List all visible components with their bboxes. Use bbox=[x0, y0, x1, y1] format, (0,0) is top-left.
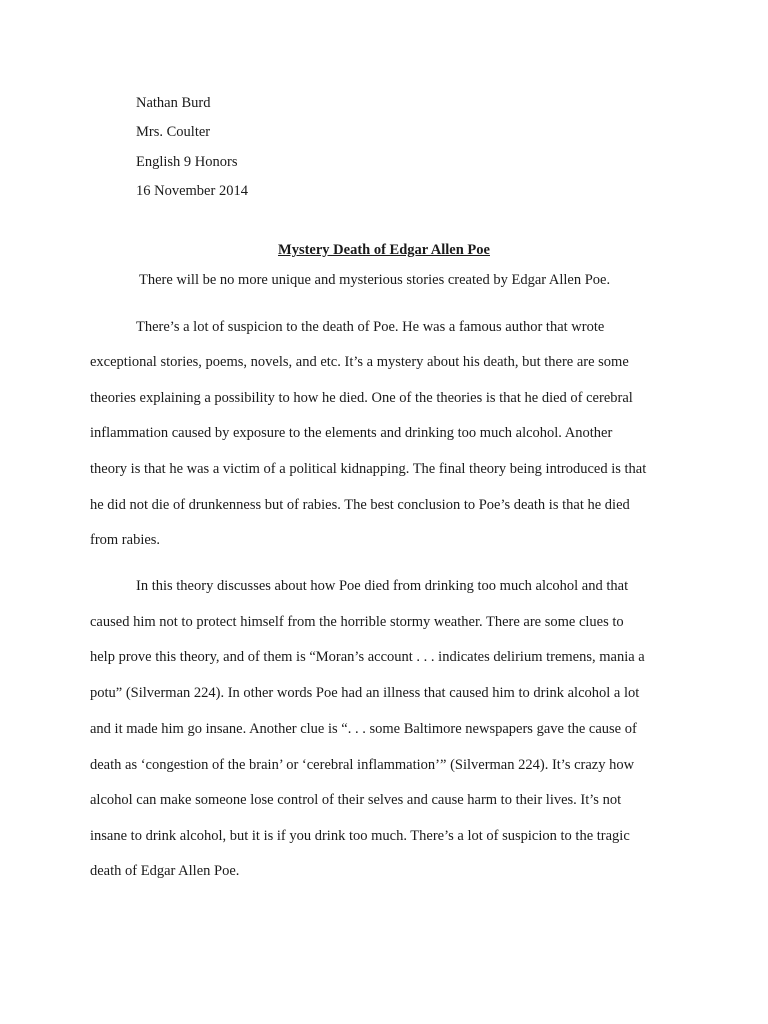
paragraph-line: potu” (Silverman 224). In other words Poe had an illness that caused him to drink alcohol a lot bbox=[90, 685, 640, 701]
student-name: Nathan Burd bbox=[136, 95, 211, 111]
paragraph-line: inflammation caused by exposure to the elements and drinking too much alcohol. Another bbox=[90, 425, 613, 441]
paragraph-line: exceptional stories, poems, novels, and etc. It’s a mystery about his death, but there are some bbox=[90, 354, 629, 370]
paragraph-line: from rabies. bbox=[90, 532, 161, 548]
paragraph-line: and it made him go insane. Another clue is “. . . some Baltimore newspapers gave the cause of bbox=[90, 721, 637, 737]
document-title: Mystery Death of Edgar Allen Poe bbox=[278, 242, 490, 258]
course-name: English 9 Honors bbox=[136, 154, 238, 170]
paragraph-line: help prove this theory, and of them is “Moran’s account . . . indicates delirium tremens, mania a bbox=[90, 649, 645, 665]
paragraph-line: he did not die of drunkenness but of rabies. The best conclusion to Poe’s death is that he died bbox=[90, 497, 630, 513]
intro-sentence: There will be no more unique and mysterious stories created by Edgar Allen Poe. bbox=[139, 272, 611, 288]
paragraph-line: There’s a lot of suspicion to the death of Poe. He was a famous author that wrote bbox=[136, 319, 605, 335]
paragraph-line: insane to drink alcohol, but it is if you drink too much. There’s a lot of suspicion to the tragic bbox=[90, 828, 630, 844]
teacher-name: Mrs. Coulter bbox=[136, 124, 211, 140]
paragraph-line: death as ‘congestion of the brain’ or ‘cerebral inflammation’” (Silverman 224). It’s crazy how bbox=[90, 757, 635, 773]
paragraph-line: theories explaining a possibility to how he died. One of the theories is that he died of cerebral bbox=[90, 390, 633, 406]
paragraph-line: alcohol can make someone lose control of their selves and cause harm to their lives. It’s not bbox=[90, 792, 622, 808]
paragraph-line: theory is that he was a victim of a political kidnapping. The final theory being introduced is that bbox=[90, 461, 647, 477]
document-date: 16 November 2014 bbox=[136, 183, 248, 199]
paragraph-line: In this theory discusses about how Poe died from drinking too much alcohol and that bbox=[136, 578, 629, 594]
paragraph-line: caused him not to protect himself from the horrible stormy weather. There are some clues to bbox=[90, 614, 624, 630]
paragraph-line: death of Edgar Allen Poe. bbox=[90, 863, 240, 879]
